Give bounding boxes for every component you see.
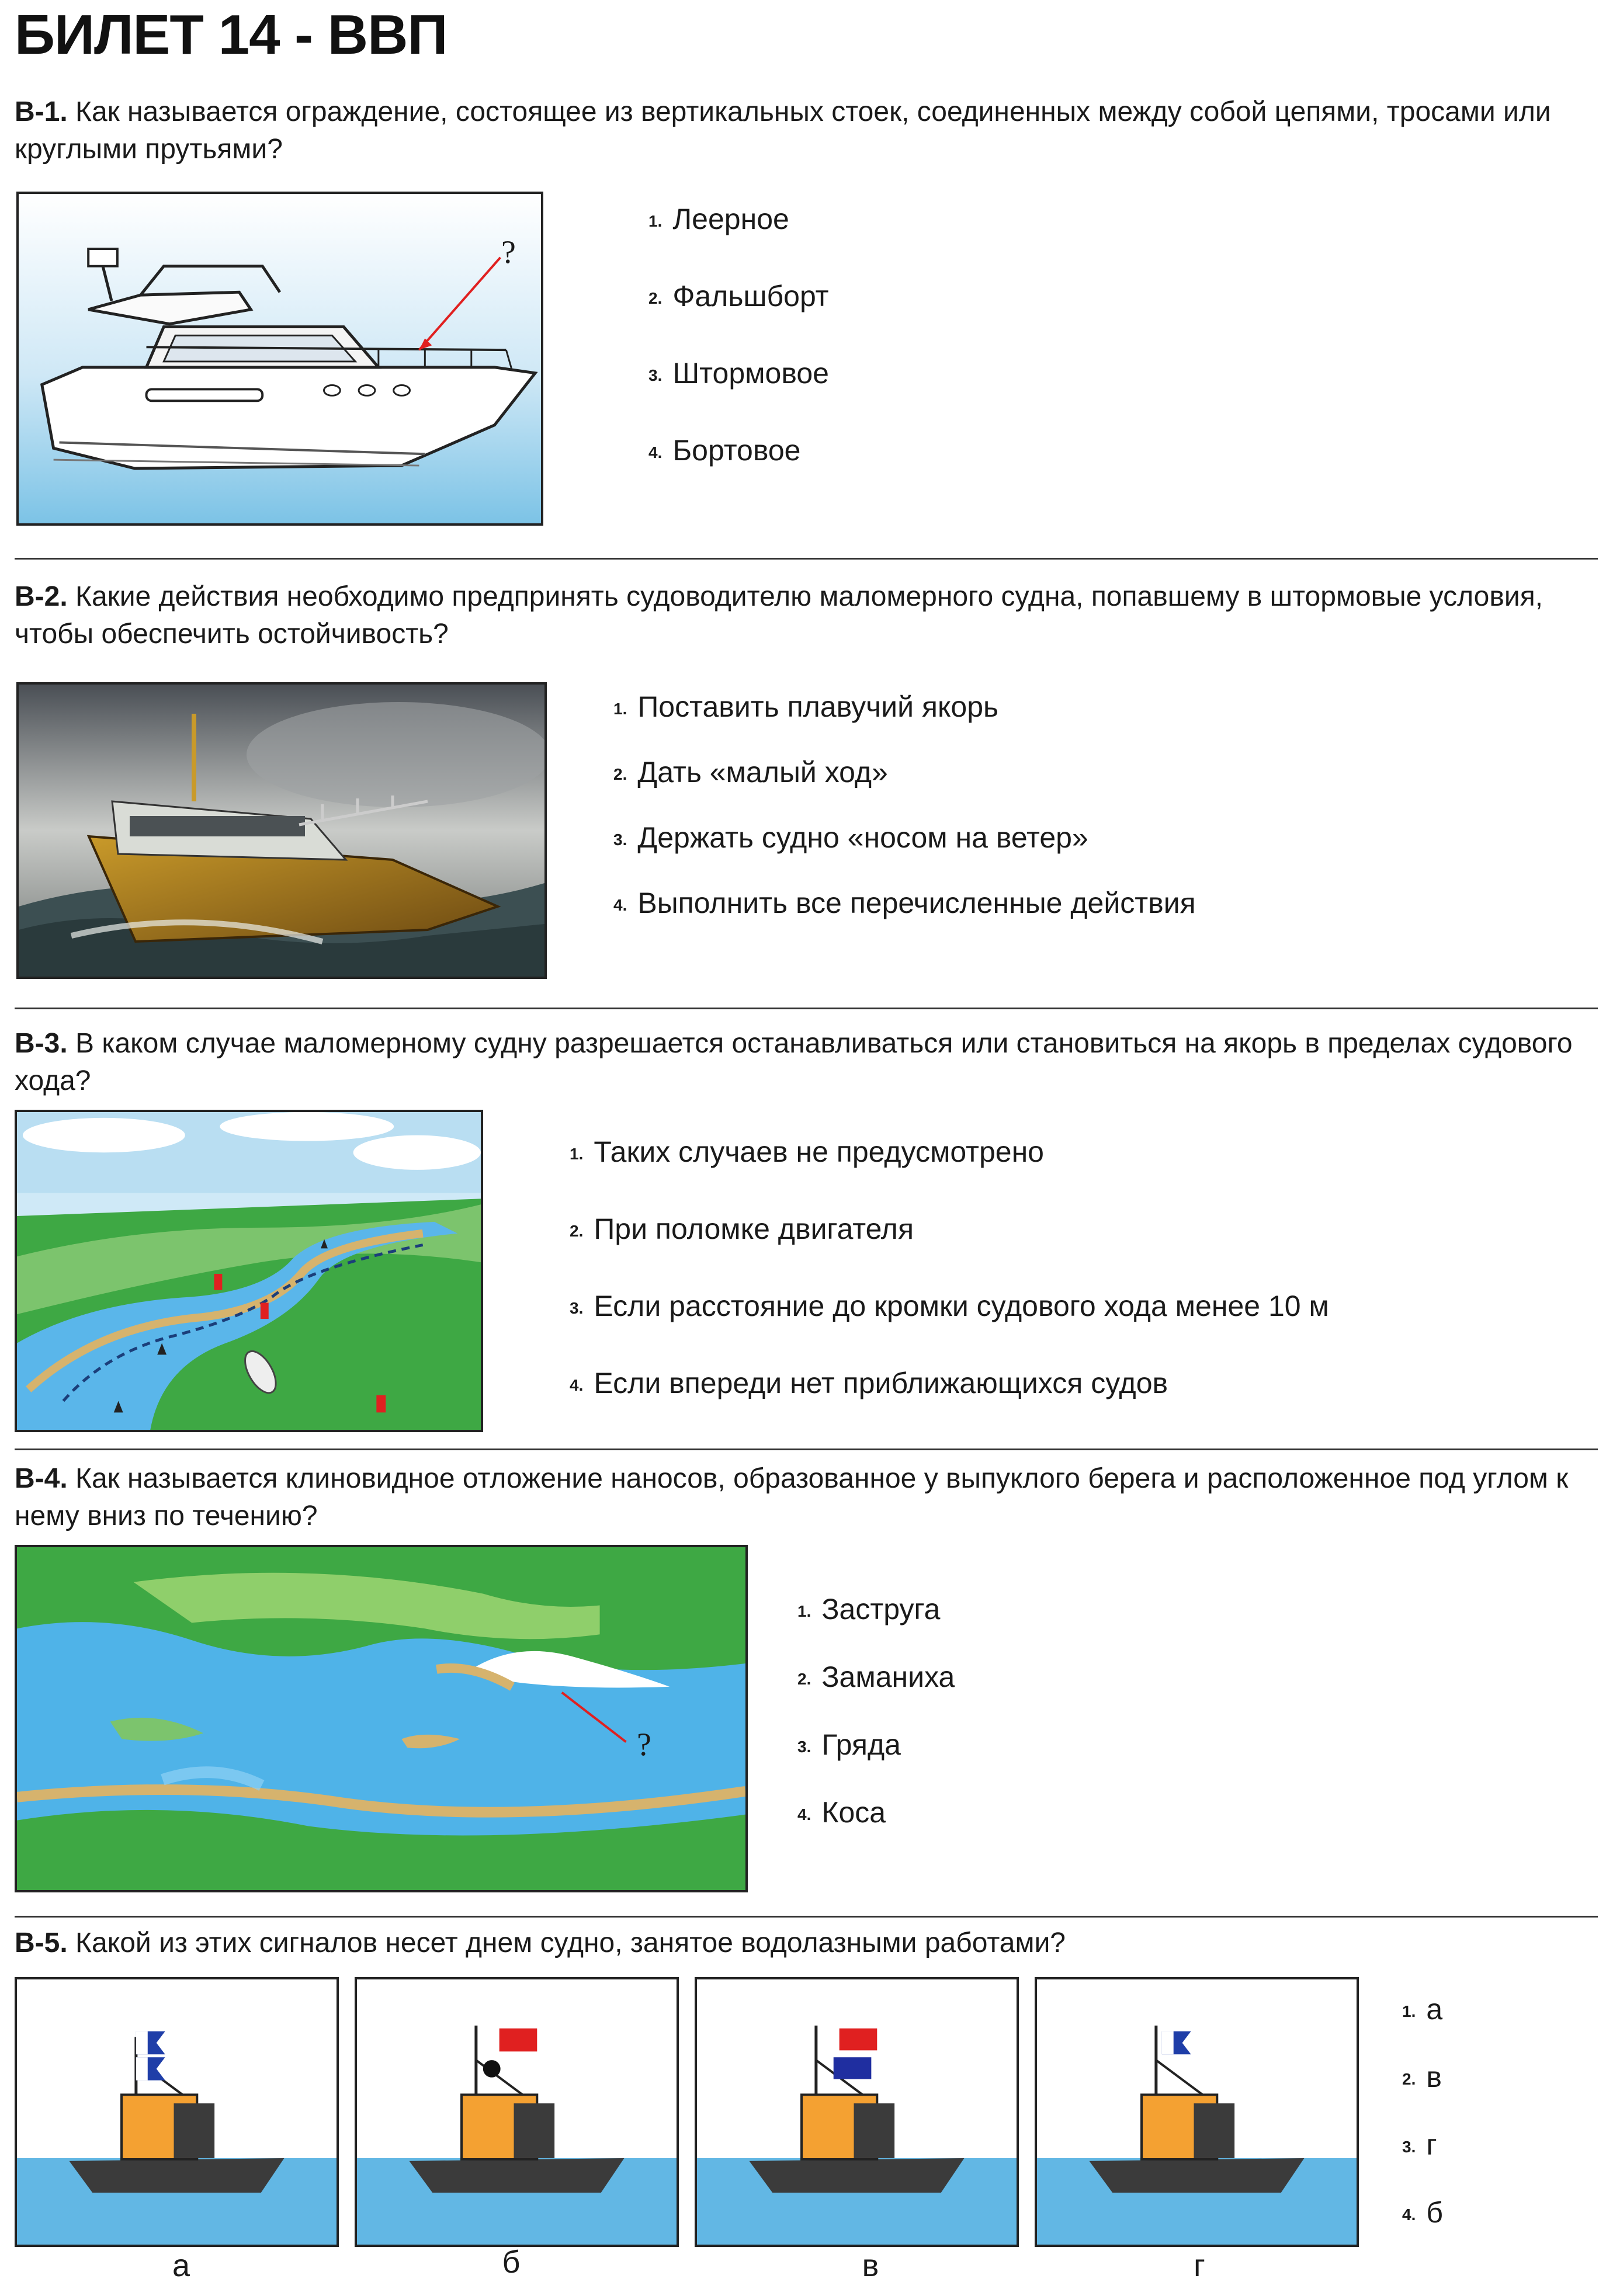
question-5-number: В-5. bbox=[15, 1927, 68, 1958]
question-1-marker: ? bbox=[501, 234, 516, 270]
question-5-answer-3[interactable]: $^{3.}$ г bbox=[1402, 2128, 1437, 2161]
question-1 bbox=[15, 93, 1580, 168]
question-5-text: Какой из этих сигналов несет днем судно, занятое водолазными работами? bbox=[75, 1927, 1066, 1958]
question-4-answer-2[interactable]: $^{2.}$ Заманиха bbox=[797, 1661, 955, 1693]
signal-caption-v: в bbox=[862, 2248, 879, 2283]
question-5-answer-1[interactable]: $^{1.}$ а bbox=[1402, 1993, 1443, 2026]
question-2-answer-2[interactable]: $^{2.}$ Дать «малый ход» bbox=[613, 756, 888, 789]
question-4-text: Как называется клиновидное отложение наносов, образованное у выпуклого берега и расположенное под углом к нему вниз по течению? bbox=[15, 1463, 1569, 1531]
question-3-answer-1[interactable]: $^{1.}$ Таких случаев не предусмотрено bbox=[570, 1135, 1044, 1168]
question-2 bbox=[15, 578, 1580, 653]
divider-2 bbox=[15, 1008, 1598, 1009]
question-5-answer-4[interactable]: $^{4.}$ б bbox=[1402, 2196, 1443, 2229]
question-3-answer-3[interactable]: $^{3.}$ Если расстояние до кромки судового хода менее 10 м bbox=[570, 1290, 1329, 1322]
question-1-answer-2[interactable]: $^{2.}$ Фальшборт bbox=[648, 280, 829, 312]
question-4-answer-4[interactable]: $^{4.}$ Коса bbox=[797, 1796, 886, 1829]
question-1-text: Как называется ограждение, состоящее из вертикальных стоек, соединенных между собой цепями, тросами или круглыми прутьями? bbox=[15, 96, 1551, 165]
divider-4 bbox=[15, 1916, 1598, 1918]
question-4 bbox=[15, 1460, 1580, 1535]
question-4-number: В-4. bbox=[15, 1463, 68, 1494]
question-1-number: В-1. bbox=[15, 96, 68, 127]
signal-panel-v bbox=[695, 1977, 1019, 2247]
question-2-answer-3[interactable]: $^{3.}$ Держать судно «носом на ветер» bbox=[613, 821, 1088, 854]
question-4-answer-3[interactable]: $^{3.}$ Гряда bbox=[797, 1728, 901, 1761]
signal-panel-a bbox=[15, 1977, 339, 2247]
signal-caption-g: г bbox=[1194, 2248, 1205, 2283]
ticket-title: БИЛЕТ 14 - ВВП bbox=[15, 4, 448, 66]
question-4-marker: ? bbox=[637, 1727, 651, 1763]
question-2-text: Какие действия необходимо предпринять судоводителю маломерного судна, попавшему в штормовые условия, чтобы обеспечить остойчивость? bbox=[15, 581, 1543, 649]
question-3-river-image bbox=[15, 1110, 483, 1432]
question-4-answer-1[interactable]: $^{1.}$ Заструга bbox=[797, 1593, 941, 1625]
question-2-answer-1[interactable]: $^{1.}$ Поставить плавучий якорь bbox=[613, 690, 999, 723]
question-1-answer-3[interactable]: $^{3.}$ Штормовое bbox=[648, 357, 829, 390]
signal-panel-g bbox=[1035, 1977, 1359, 2247]
signal-caption-a: а bbox=[172, 2248, 190, 2283]
question-3-text: В каком случае маломерному судну разрешается останавливаться или становиться на якорь в пределах судового хода? bbox=[15, 1028, 1573, 1096]
question-1-answer-4[interactable]: $^{4.}$ Бортовое bbox=[648, 434, 801, 467]
divider-3 bbox=[15, 1449, 1598, 1450]
question-5-answer-2[interactable]: $^{2.}$ в bbox=[1402, 2061, 1442, 2093]
question-3-answer-4[interactable]: $^{4.}$ Если впереди нет приближающихся судов bbox=[570, 1367, 1168, 1399]
signal-caption-b: б bbox=[502, 2245, 521, 2280]
question-2-answer-4[interactable]: $^{4.}$ Выполнить все перечисленные действия bbox=[613, 887, 1196, 919]
divider-1 bbox=[15, 558, 1598, 560]
question-3 bbox=[15, 1025, 1580, 1100]
question-1-yacht-image bbox=[16, 192, 543, 526]
question-1-answer-1[interactable]: $^{1.}$ Леерное bbox=[648, 203, 789, 235]
question-3-number: В-3. bbox=[15, 1028, 68, 1059]
question-5 bbox=[15, 1925, 1580, 1962]
signal-panel-b bbox=[355, 1977, 679, 2247]
question-3-answer-2[interactable]: $^{2.}$ При поломке двигателя bbox=[570, 1213, 914, 1245]
question-4-sandbar-image bbox=[15, 1545, 748, 1892]
question-2-storm-boat-image bbox=[16, 682, 547, 979]
question-2-number: В-2. bbox=[15, 581, 68, 612]
